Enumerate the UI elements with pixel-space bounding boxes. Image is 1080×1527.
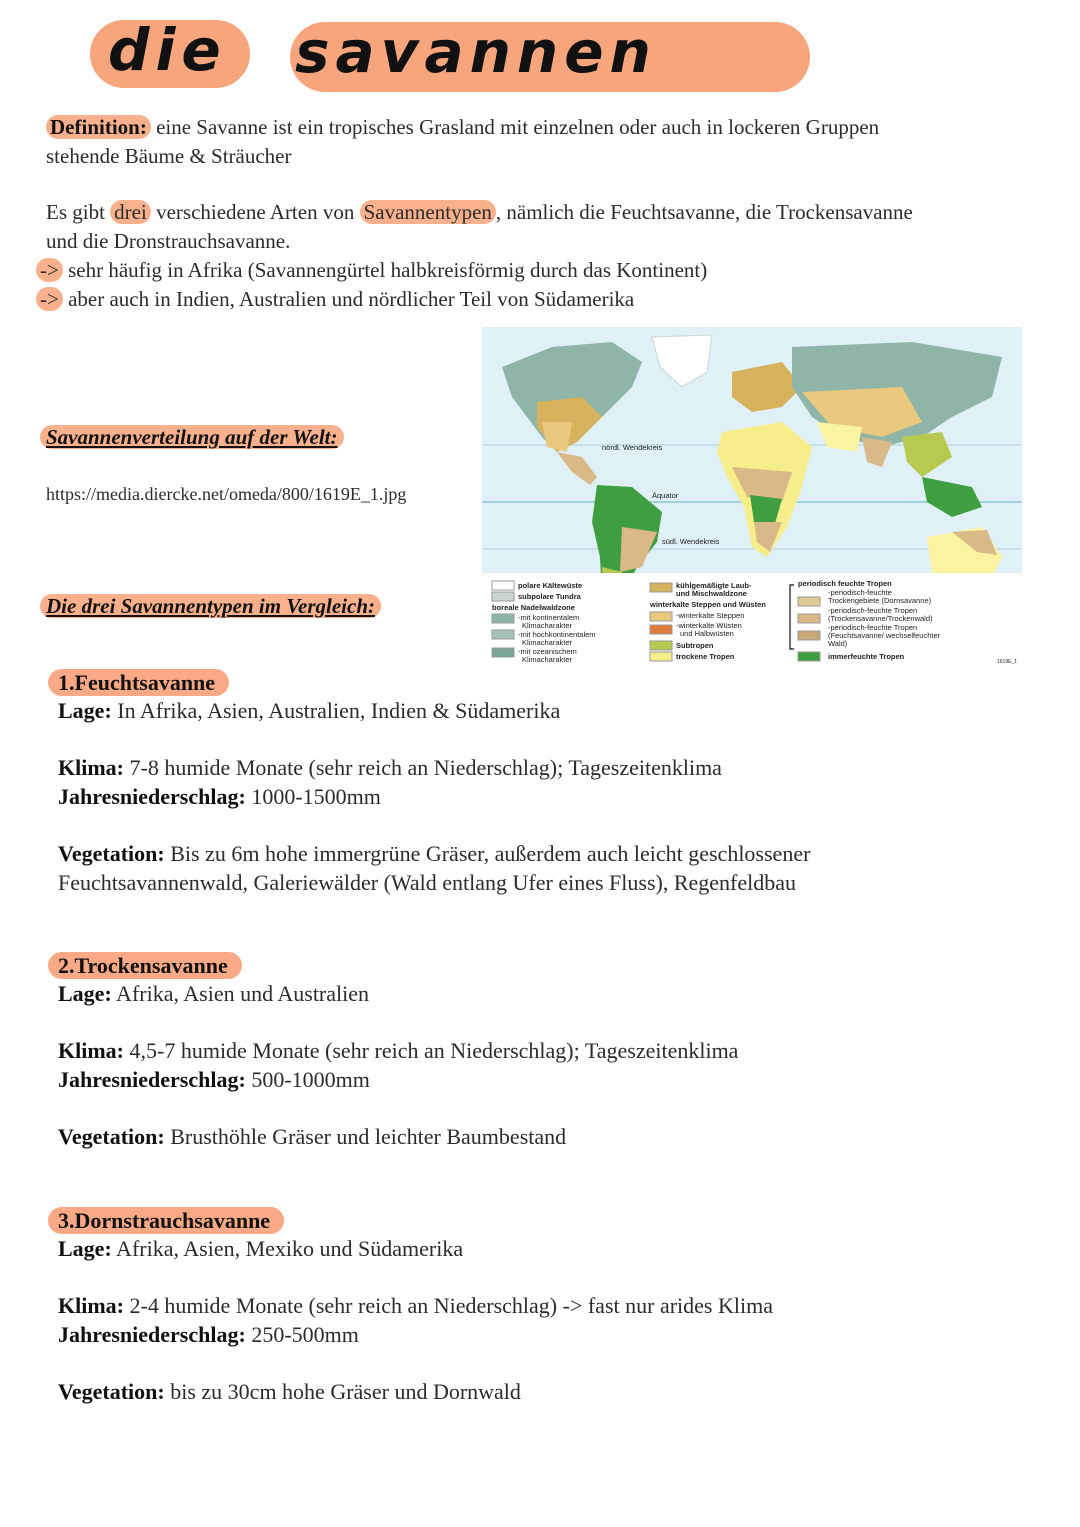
savanna-name: Dornstrauchsavanne [74,1208,271,1233]
map-label-north: nördl. Wendekreis [602,443,663,452]
svg-text:Trockengebiete (Dornsavanne): Trockengebiete (Dornsavanne) [828,596,932,605]
map-label-equator: Äquator [652,491,679,500]
svg-text:Klimacharakter: Klimacharakter [522,655,573,664]
svg-text:-periodisch-feuchte: -periodisch-feuchte [828,588,892,597]
svg-text:subpolare Tundra: subpolare Tundra [518,592,581,601]
svg-text:und Mischwaldzone: und Mischwaldzone [676,589,747,598]
svg-text:(Feuchtsavanne/ wechselfeuchte: (Feuchtsavanne/ wechselfeuchter [828,631,941,640]
svg-text:trockene Tropen: trockene Tropen [676,652,735,661]
map-code: 1619E_1 [997,659,1018,665]
world-map-svg [482,327,1022,669]
distribution-heading: Savannenverteilung auf der Welt: [40,425,344,450]
arrow-marker: -> [36,258,63,282]
svg-text:Klimacharakter: Klimacharakter [522,638,573,647]
world-map [482,327,1022,669]
definition-label: Definition: [46,115,151,139]
svg-text:und Halbwüsten: und Halbwüsten [680,629,734,638]
page-title [90,12,820,92]
title-word-2: savannen [295,18,657,86]
map-source-url[interactable]: https://media.diercke.net/omeda/800/1619E_1.jpg [46,484,407,504]
svg-text:Klimacharakter: Klimacharakter [522,621,573,630]
title-word-1: die [108,16,227,84]
savanna-section-1: 1.Feuchtsavanne Lage: In Afrika, Asien, Australien, Indien & Südamerika Klima: 7-8 humide Monate (sehr reich an Niederschlag); Tageszeitenklima Jahresniederschlag: 1000-1500mm Vegetation: Bis zu 6m hohe immergrüne Gräser, außerdem auch leicht geschlossener Feuchtsavannenwald, Galeriewälder (Wald entlang Ufer eines Fluss), Regenfeldbau [48,670,1058,897]
map-label-south: südl. Wendekreis [662,537,720,546]
arrow-marker: -> [36,287,63,311]
savanna-name: Feuchtsavanne [74,670,216,695]
svg-text:Wald): Wald) [828,639,848,648]
savanna-section-3: 3.Dornstrauchsavanne Lage: Afrika, Asien, Mexiko und Südamerika Klima: 2-4 humide Monate (sehr reich an Niederschlag) -> fast nur arides Klima Jahresniederschlag: 250-500mm Vegetation: bis zu 30cm hohe Gräser und Dornwald [48,1208,1058,1406]
svg-text:boreale Nadelwaldzone: boreale Nadelwaldzone [492,603,575,612]
svg-text:winterkalte Steppen und Wüsten: winterkalte Steppen und Wüsten [650,600,766,609]
svg-text:-mit ozeanischem: -mit ozeanischem [518,647,577,656]
svg-text:-mit kontinentalem: -mit kontinentalem [518,613,580,622]
svg-text:-winterkalte Steppen: -winterkalte Steppen [676,611,745,620]
svg-text:kühlgemäßigte Laub-: kühlgemäßigte Laub- [676,581,752,590]
definition: Definition: eine Savanne ist ein tropisches Grasland mit einzelnen oder auch in lockeren Gruppen stehende Bäume & Sträucher [46,115,880,168]
comparison-heading: Die drei Savannentypen im Vergleich: [40,594,381,619]
svg-text:immerfeuchte Tropen: immerfeuchte Tropen [828,652,905,661]
svg-text:-mit hochkontinentalem: -mit hochkontinentalem [518,630,596,639]
savanna-name: Trockensavanne [74,953,228,978]
svg-text:Subtropen: Subtropen [676,641,714,650]
svg-text:(Trockensavanne/Trockenwald): (Trockensavanne/Trockenwald) [828,614,933,623]
svg-text:-winterkalte Wüsten: -winterkalte Wüsten [676,621,742,630]
svg-text:-periodisch-feuchte Tropen: -periodisch-feuchte Tropen [828,606,918,615]
savanna-section-2: 2.Trockensavanne Lage: Afrika, Asien und Australien Klima: 4,5-7 humide Monate (sehr reich an Niederschlag); Tageszeitenklima Jahresniederschlag: 500-1000mm Vegetation: Brusthöhle Gräser und leichter Baumbestand [48,953,1058,1151]
svg-text:periodisch feuchte Tropen: periodisch feuchte Tropen [798,579,892,588]
svg-text:-periodisch-feuchte Tropen: -periodisch-feuchte Tropen [828,623,918,632]
svg-text:polare Kältewüste: polare Kältewüste [518,581,583,590]
types-intro: Es gibt drei verschiedene Arten von Savannentypen , nämlich die Feuchtsavanne, die Trockensavanne und die Dronstrauchsavanne. -> sehr häufig in Afrika (Savannengürtel halbkreisförmig durch das Kontinent) -> aber auch in Indien, Australien und nördlicher Teil von Südamerika [46,198,1066,314]
